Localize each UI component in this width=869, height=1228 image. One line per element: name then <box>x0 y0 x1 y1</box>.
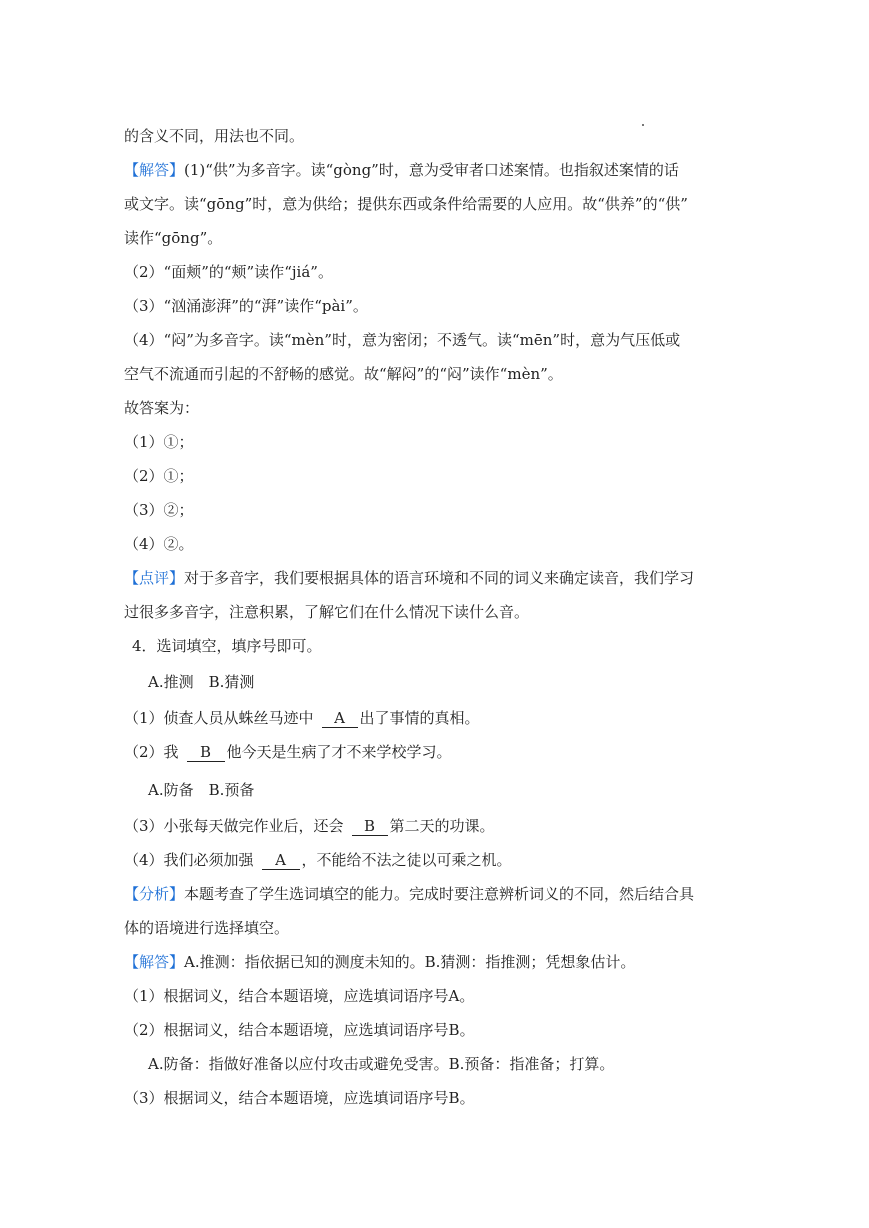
fill-blank-item: （1）侦查人员从蛛丝马迹中 A 出了事情的真相。 <box>124 709 480 727</box>
solution-line: 或文字。读“gōng”时，意为供给；提供东西或条件给需要的人应用。故“供养”的“供” <box>124 195 688 213</box>
solution-line: （4）“闷”为多音字。读“mèn”时，意为密闭；不透气。读“mēn”时，意为气压低或 <box>124 331 681 349</box>
analysis-line: 体的语境进行选择填空。 <box>124 919 290 937</box>
answer-item: （4）②。 <box>124 535 194 553</box>
answer-item: （2）①； <box>124 467 194 485</box>
solution-line: （1）根据词义，结合本题语境，应选填词语序号A。 <box>124 987 475 1005</box>
comment-line: 【点评】对于多音字，我们要根据具体的语言环境和不同的词义来确定读音，我们学习 <box>124 569 695 587</box>
fill-blank-item: （3）小张每天做完作业后，还会 B 第二天的功课。 <box>124 817 495 835</box>
answer-text-line: 的含义不同，用法也不同。 <box>124 127 305 145</box>
stray-mark <box>642 124 644 126</box>
analysis-line: 【分析】本题考查了学生选词填空的能力。完成时要注意辨析词义的不同，然后结合具 <box>124 885 695 903</box>
solution-line: （2）根据词义，结合本题语境，应选填词语序号B。 <box>124 1021 475 1039</box>
answer-summary-line: 故答案为： <box>124 399 200 417</box>
solution-tag: 【解答】 <box>124 953 185 971</box>
comment-tag: 【点评】 <box>124 569 185 587</box>
answer-blank: A <box>262 851 300 870</box>
question-title: 4．选词填空，填序号即可。 <box>132 637 322 655</box>
solution-line: 【解答】A.推测：指依据已知的测度未知的。B.猜测：指推测；凭想象估计。 <box>124 953 636 971</box>
answer-blank: B <box>187 743 225 762</box>
answer-item: （1）①； <box>124 433 194 451</box>
solution-line: A.防备：指做好准备以应付攻击或避免受害。B.预备：指准备；打算。 <box>148 1055 615 1073</box>
solution-tag: 【解答】 <box>124 161 185 179</box>
fill-blank-item: （4）我们必须加强 A ，不能给不法之徒以可乘之机。 <box>124 851 512 869</box>
word-options: A.推测 B.猜测 <box>148 673 255 691</box>
comment-line: 过很多多音字，注意积累，了解它们在什么情况下读什么音。 <box>124 603 530 621</box>
solution-line: 空气不流通而引起的不舒畅的感觉。故“解闷”的“闷”读作“mèn”。 <box>124 365 563 383</box>
answer-blank: B <box>352 817 388 836</box>
solution-line: （3）“汹涌澎湃”的“湃”读作“pài”。 <box>124 297 368 315</box>
solution-line: （2）“面颊”的“颊”读作“jiá”。 <box>124 263 333 281</box>
analysis-tag: 【分析】 <box>124 885 185 903</box>
solution-line: 【解答】(1)“供”为多音字。读“gòng”时，意为受审者口述案情。也指叙述案情的话 <box>124 161 679 179</box>
solution-line: 读作“gōng”。 <box>124 229 223 247</box>
fill-blank-item: （2）我 B 他今天是生病了才不来学校学习。 <box>124 743 452 761</box>
solution-line: （3）根据词义，结合本题语境，应选填词语序号B。 <box>124 1089 475 1107</box>
answer-blank: A <box>322 709 358 728</box>
answer-item: （3）②； <box>124 501 194 519</box>
word-options: A.防备 B.预备 <box>148 781 255 799</box>
